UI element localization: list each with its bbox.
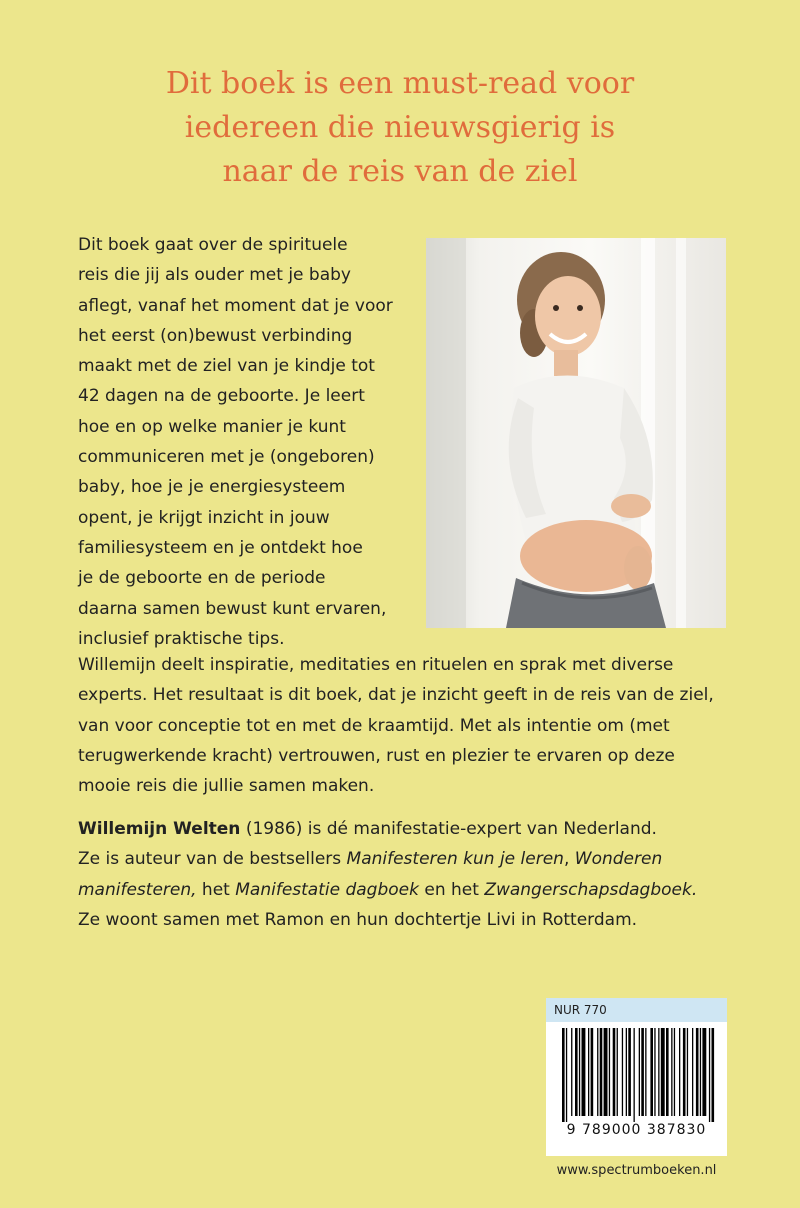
- bio-text: het: [196, 879, 236, 900]
- intro-line: inclusief praktische tips.: [78, 628, 285, 649]
- paragraph-line: terugwerkende kracht) vertrouwen, rust en plezier te ervaren op deze: [78, 745, 675, 766]
- intro-paragraph: [78, 230, 418, 654]
- paragraph-line: van voor conceptie tot en met de kraamtijd. Met als intentie om (met: [78, 715, 670, 736]
- book-title: Manifestatie dagboek: [235, 879, 419, 900]
- bio-line: [78, 814, 758, 844]
- bio-line: [78, 844, 758, 874]
- paragraph-line: Willemijn deelt inspiratie, meditaties en rituelen en sprak met diverse: [78, 655, 674, 675]
- intro-line: het eerst (on)bewust verbinding: [78, 325, 353, 346]
- bio-text: ,: [563, 849, 575, 870]
- intro-line: aflegt, vanaf het moment dat je voor: [78, 295, 393, 316]
- intro-line: hoe en op welke manier je kunt: [78, 416, 346, 437]
- description-paragraph: [78, 650, 738, 801]
- intro-line: familiesysteem en je ontdekt hoe: [78, 537, 363, 558]
- author-name: Willemijn Welten: [78, 819, 241, 839]
- paragraph-line: mooie reis die jullie samen maken.: [78, 776, 375, 797]
- headline: [0, 62, 800, 194]
- headline-line: Dit boek is een must-read voor: [165, 66, 635, 101]
- intro-line: communiceren met je (ongeboren): [78, 447, 375, 468]
- book-title: Manifesteren kun je leren: [346, 849, 564, 870]
- paragraph-line: experts. Het resultaat is dit boek, dat je inzicht geeft in de reis van de ziel,: [78, 685, 714, 706]
- intro-line: maakt met de ziel van je kindje tot: [78, 356, 375, 377]
- book-title: Wonderen: [574, 849, 663, 870]
- bio-text: (1986) is dé manifestatie-expert van Nederland.: [240, 819, 657, 839]
- author-bio: [78, 814, 758, 935]
- author-photo: [426, 238, 726, 628]
- bio-text: en het: [418, 879, 485, 900]
- publisher-website: www.spectrumboeken.nl: [556, 1163, 717, 1178]
- headline-line: naar de reis van de ziel: [222, 154, 578, 189]
- intro-line: 42 dagen na de geboorte. Je leert: [78, 386, 365, 407]
- bio-line: [78, 875, 758, 905]
- author-photo-illustration: [426, 238, 726, 628]
- intro-line: baby, hoe je je energiesysteem: [78, 477, 346, 498]
- intro-line: Dit boek gaat over de spirituele: [78, 235, 348, 255]
- intro-line: daarna samen bewust kunt ervaren,: [78, 598, 387, 619]
- bio-line: Ze woont samen met Ramon en hun dochtertje Livi in Rotterdam.: [78, 909, 638, 930]
- intro-line: opent, je krijgt inzicht in jouw: [78, 507, 330, 528]
- intro-line: je de geboorte en de periode: [78, 568, 326, 589]
- bio-text: Ze is auteur van de bestsellers: [78, 849, 347, 870]
- nur-code: NUR 770: [546, 998, 727, 1022]
- barcode-bars: [546, 1022, 727, 1122]
- barcode-block: [546, 998, 727, 1156]
- book-title: Zwangerschapsdagboek.: [484, 879, 698, 900]
- book-title: manifesteren,: [78, 879, 197, 900]
- intro-line: reis die jij als ouder met je baby: [78, 265, 351, 286]
- headline-line: iedereen die nieuwsgierig is: [184, 110, 616, 145]
- isbn-digits: 9 789000 387830: [566, 1122, 707, 1138]
